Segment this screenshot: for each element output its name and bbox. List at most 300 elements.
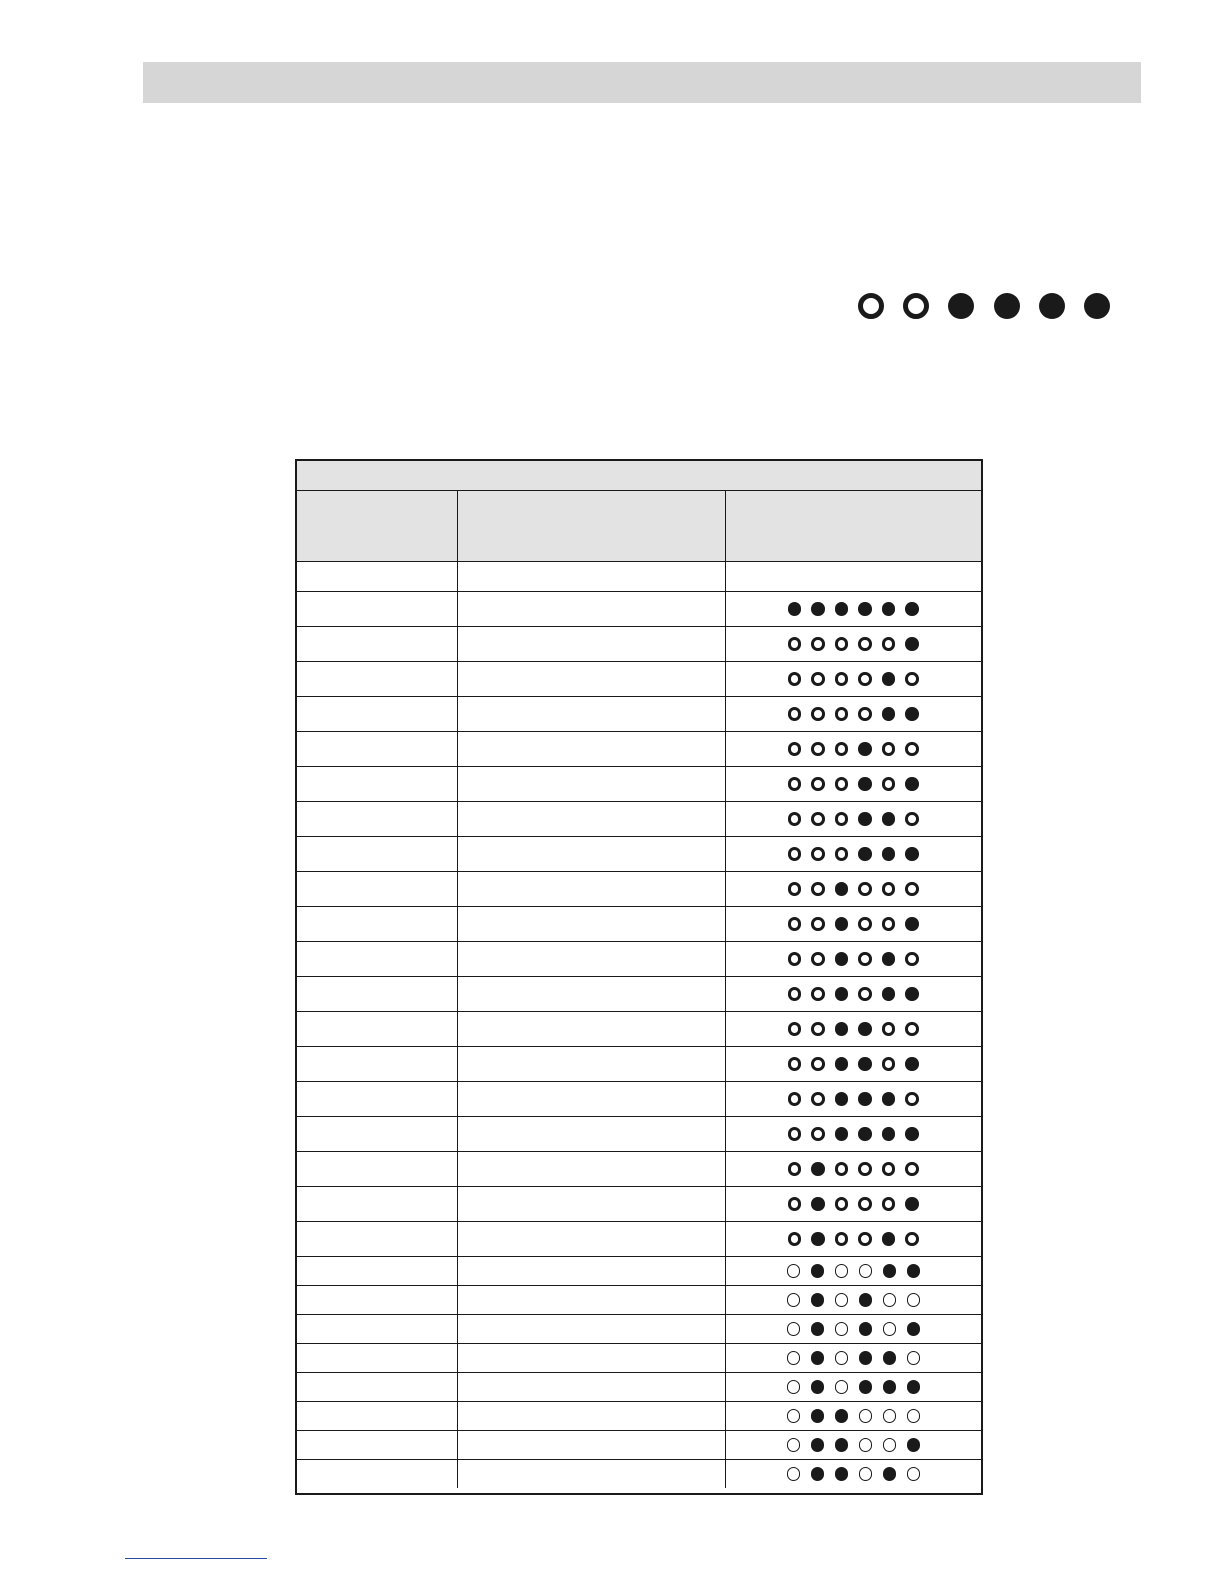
table-row (297, 1431, 981, 1460)
footer-link-underline[interactable] (125, 1558, 267, 1559)
open-dot-icon (811, 917, 825, 931)
open-dot-icon (811, 1092, 825, 1106)
switch-pattern-cell (725, 767, 981, 802)
table-cell (457, 1012, 725, 1047)
table-cell (457, 977, 725, 1012)
filled-dot-icon (811, 1293, 825, 1307)
filled-dot-icon (882, 812, 896, 826)
filled-dot-icon (883, 1380, 897, 1394)
open-dot-icon (811, 952, 825, 966)
table-cell (457, 1460, 725, 1489)
switch-pattern-cell (725, 942, 981, 977)
open-dot-icon (787, 1438, 801, 1452)
table-cell (297, 802, 457, 837)
filled-dot-icon (811, 1232, 825, 1246)
table-title-cell (297, 461, 981, 491)
filled-dot-icon (835, 882, 849, 896)
open-dot-icon (787, 1351, 801, 1365)
open-dot-icon (905, 1022, 919, 1036)
table-row (297, 1222, 981, 1257)
table-row (297, 592, 981, 627)
table-cell (457, 662, 725, 697)
open-dot-icon (835, 1351, 849, 1365)
dot-legend (858, 292, 1110, 320)
dip-switch-table (295, 459, 983, 1495)
filled-dot-icon (883, 1467, 897, 1481)
table-row (297, 697, 981, 732)
filled-dot-icon (835, 1127, 849, 1141)
switch-pattern (726, 1380, 982, 1394)
table-row (297, 1373, 981, 1402)
switch-pattern-cell (725, 1012, 981, 1047)
switch-pattern (726, 777, 982, 791)
filled-dot-icon (858, 602, 872, 616)
open-dot-icon (905, 742, 919, 756)
open-dot-icon (811, 742, 825, 756)
open-dot-icon (905, 672, 919, 686)
table-cell (725, 562, 981, 592)
table-cell (297, 1460, 457, 1489)
filled-dot-icon (905, 707, 919, 721)
open-dot-icon (883, 1322, 897, 1336)
filled-dot-icon (882, 1232, 896, 1246)
table-cell (297, 1373, 457, 1402)
switch-pattern (726, 1351, 982, 1365)
open-dot-icon (811, 847, 825, 861)
open-dot-icon (788, 637, 802, 651)
switch-pattern (726, 602, 982, 616)
open-dot-icon (905, 812, 919, 826)
table-row (297, 627, 981, 662)
switch-pattern (726, 1438, 982, 1452)
table-cell (297, 1286, 457, 1315)
table-cell (457, 1082, 725, 1117)
filled-dot-icon (858, 1057, 872, 1071)
table-row (297, 907, 981, 942)
filled-dot-icon (835, 952, 849, 966)
open-dot-icon (905, 1162, 919, 1176)
table-cell (297, 1431, 457, 1460)
open-dot-icon (788, 1022, 802, 1036)
open-dot-icon (858, 707, 872, 721)
switch-pattern-cell (725, 1187, 981, 1222)
filled-dot-icon (835, 1409, 849, 1423)
switch-pattern-cell (725, 1344, 981, 1373)
table-row (297, 1344, 981, 1373)
table-row (297, 837, 981, 872)
table-row (297, 1315, 981, 1344)
filled-dot-icon (858, 812, 872, 826)
table-cell (297, 1315, 457, 1344)
table-cell (297, 1187, 457, 1222)
switch-pattern-cell (725, 732, 981, 767)
table-row (297, 1082, 981, 1117)
filled-dot-icon (788, 602, 802, 616)
switch-pattern-cell (725, 837, 981, 872)
switch-pattern (726, 1092, 982, 1106)
open-dot-icon (811, 672, 825, 686)
filled-dot-icon (882, 1092, 896, 1106)
switch-pattern (726, 1409, 982, 1423)
table-cell (457, 562, 725, 592)
table-row (297, 872, 981, 907)
filled-dot-icon (858, 1127, 872, 1141)
filled-dot-icon (905, 777, 919, 791)
table-cell (457, 907, 725, 942)
filled-dot-icon (883, 1264, 897, 1278)
open-dot-icon (835, 637, 849, 651)
switch-pattern-cell (725, 872, 981, 907)
open-dot-icon (835, 1322, 849, 1336)
filled-dot-icon (858, 777, 872, 791)
open-dot-icon (882, 1197, 896, 1211)
table-row (297, 1152, 981, 1187)
table-row (297, 662, 981, 697)
switch-pattern (726, 847, 982, 861)
open-dot-icon (787, 1467, 801, 1481)
table-cell (297, 697, 457, 732)
open-dot-icon (858, 1197, 872, 1211)
filled-dot-icon (883, 1351, 897, 1365)
table-cell (297, 907, 457, 942)
switch-pattern-cell (725, 1286, 981, 1315)
table-cell (457, 1152, 725, 1187)
filled-dot-icon (811, 1197, 825, 1211)
filled-dot-icon (811, 1264, 825, 1278)
open-dot-icon (882, 1022, 896, 1036)
open-dot-icon (905, 1232, 919, 1246)
open-dot-icon (858, 987, 872, 1001)
open-dot-icon (903, 293, 929, 319)
switch-pattern (726, 1232, 982, 1246)
open-dot-icon (835, 847, 849, 861)
filled-dot-icon (948, 293, 974, 319)
open-dot-icon (882, 1057, 896, 1071)
table-row (297, 767, 981, 802)
table-cell (297, 1344, 457, 1373)
filled-dot-icon (859, 1293, 873, 1307)
filled-dot-icon (858, 742, 872, 756)
table-cell (297, 872, 457, 907)
switch-pattern (726, 707, 982, 721)
filled-dot-icon (811, 1162, 825, 1176)
filled-dot-icon (811, 1380, 825, 1394)
open-dot-icon (858, 1232, 872, 1246)
open-dot-icon (788, 952, 802, 966)
switch-pattern (726, 812, 982, 826)
open-dot-icon (788, 1057, 802, 1071)
table-cell (457, 872, 725, 907)
table-row (297, 732, 981, 767)
filled-dot-icon (858, 847, 872, 861)
switch-pattern (726, 1293, 982, 1307)
table-cell (297, 592, 457, 627)
open-dot-icon (811, 637, 825, 651)
switch-pattern-cell (725, 1152, 981, 1187)
open-dot-icon (788, 847, 802, 861)
table-cell (457, 592, 725, 627)
switch-pattern-cell (725, 1047, 981, 1082)
filled-dot-icon (882, 952, 896, 966)
open-dot-icon (835, 1232, 849, 1246)
switch-pattern (726, 672, 982, 686)
filled-dot-icon (882, 1127, 896, 1141)
table-cell (297, 977, 457, 1012)
open-dot-icon (905, 1092, 919, 1106)
open-dot-icon (883, 1409, 897, 1423)
open-dot-icon (859, 1438, 873, 1452)
switch-pattern (726, 952, 982, 966)
table-cell (457, 767, 725, 802)
open-dot-icon (787, 1264, 801, 1278)
open-dot-icon (907, 1293, 921, 1307)
section-header-bar (143, 62, 1141, 103)
open-dot-icon (811, 812, 825, 826)
open-dot-icon (835, 1380, 849, 1394)
open-dot-icon (788, 777, 802, 791)
filled-dot-icon (905, 637, 919, 651)
open-dot-icon (905, 882, 919, 896)
open-dot-icon (788, 1162, 802, 1176)
open-dot-icon (835, 707, 849, 721)
filled-dot-icon (858, 1022, 872, 1036)
switch-pattern (726, 1264, 982, 1278)
table-header-row (297, 491, 981, 562)
open-dot-icon (882, 742, 896, 756)
table-cell (457, 802, 725, 837)
open-dot-icon (858, 637, 872, 651)
open-dot-icon (858, 672, 872, 686)
filled-dot-icon (905, 1197, 919, 1211)
open-dot-icon (835, 1162, 849, 1176)
open-dot-icon (835, 1293, 849, 1307)
open-dot-icon (858, 293, 884, 319)
table-title-row (297, 461, 981, 491)
open-dot-icon (905, 952, 919, 966)
table-row (297, 1012, 981, 1047)
filled-dot-icon (859, 1322, 873, 1336)
switch-pattern-cell (725, 1402, 981, 1431)
filled-dot-icon (835, 1022, 849, 1036)
filled-dot-icon (835, 1438, 849, 1452)
filled-dot-icon (1039, 293, 1065, 319)
table-cell (457, 1431, 725, 1460)
open-dot-icon (858, 882, 872, 896)
open-dot-icon (907, 1467, 921, 1481)
open-dot-icon (811, 987, 825, 1001)
filled-dot-icon (905, 987, 919, 1001)
open-dot-icon (787, 1322, 801, 1336)
filled-dot-icon (905, 847, 919, 861)
table-cell (297, 662, 457, 697)
open-dot-icon (858, 1162, 872, 1176)
open-dot-icon (907, 1351, 921, 1365)
open-dot-icon (787, 1409, 801, 1423)
open-dot-icon (788, 672, 802, 686)
open-dot-icon (788, 742, 802, 756)
header-cell-1 (297, 491, 457, 562)
open-dot-icon (788, 987, 802, 1001)
table-row (297, 1286, 981, 1315)
table-cell (297, 942, 457, 977)
table-row (297, 802, 981, 837)
switch-pattern (726, 1197, 982, 1211)
filled-dot-icon (882, 602, 896, 616)
switch-pattern-cell (725, 977, 981, 1012)
table-cell (297, 837, 457, 872)
switch-pattern-cell (725, 1082, 981, 1117)
open-dot-icon (907, 1409, 921, 1423)
filled-dot-icon (811, 1351, 825, 1365)
switch-pattern-cell (725, 1431, 981, 1460)
header-cell-3 (725, 491, 981, 562)
filled-dot-icon (1084, 293, 1110, 319)
table-cell (457, 1222, 725, 1257)
open-dot-icon (811, 1127, 825, 1141)
filled-dot-icon (905, 1127, 919, 1141)
open-dot-icon (835, 812, 849, 826)
switch-pattern (726, 1057, 982, 1071)
table-cell (297, 1257, 457, 1286)
filled-dot-icon (994, 293, 1020, 319)
open-dot-icon (788, 882, 802, 896)
open-dot-icon (835, 742, 849, 756)
open-dot-icon (788, 917, 802, 931)
open-dot-icon (882, 1162, 896, 1176)
switch-pattern (726, 1127, 982, 1141)
table-row (297, 942, 981, 977)
filled-dot-icon (811, 602, 825, 616)
switch-pattern-cell (725, 1117, 981, 1152)
table-cell (297, 1117, 457, 1152)
filled-dot-icon (811, 1409, 825, 1423)
open-dot-icon (883, 1438, 897, 1452)
switch-pattern-cell (725, 627, 981, 662)
open-dot-icon (787, 1380, 801, 1394)
table-cell (457, 1344, 725, 1373)
open-dot-icon (787, 1293, 801, 1307)
table-cell (457, 627, 725, 662)
filled-dot-icon (835, 1092, 849, 1106)
open-dot-icon (811, 1057, 825, 1071)
switch-pattern-cell (725, 802, 981, 837)
filled-dot-icon (835, 1467, 849, 1481)
open-dot-icon (788, 1197, 802, 1211)
table-cell (457, 1402, 725, 1431)
table-cell (457, 1373, 725, 1402)
switch-pattern-cell (725, 1257, 981, 1286)
switch-pattern (726, 917, 982, 931)
filled-dot-icon (811, 1438, 825, 1452)
open-dot-icon (788, 1127, 802, 1141)
switch-pattern (726, 1467, 982, 1481)
switch-pattern (726, 882, 982, 896)
switch-pattern (726, 987, 982, 1001)
table-cell (297, 1082, 457, 1117)
filled-dot-icon (882, 707, 896, 721)
filled-dot-icon (835, 1057, 849, 1071)
switch-pattern-cell (725, 662, 981, 697)
table-cell (457, 1047, 725, 1082)
table-cell (297, 1402, 457, 1431)
table-cell (457, 1315, 725, 1344)
filled-dot-icon (907, 1322, 921, 1336)
table-cell (457, 1257, 725, 1286)
switch-pattern-cell (725, 1222, 981, 1257)
table-cell (457, 942, 725, 977)
table-cell (297, 732, 457, 767)
filled-dot-icon (882, 672, 896, 686)
open-dot-icon (835, 1197, 849, 1211)
filled-dot-icon (835, 917, 849, 931)
table-row (297, 1047, 981, 1082)
switch-pattern-cell (725, 697, 981, 732)
switch-pattern (726, 1322, 982, 1336)
open-dot-icon (882, 777, 896, 791)
open-dot-icon (811, 707, 825, 721)
open-dot-icon (811, 882, 825, 896)
filled-dot-icon (835, 987, 849, 1001)
open-dot-icon (882, 637, 896, 651)
open-dot-icon (882, 917, 896, 931)
table-cell (457, 1117, 725, 1152)
open-dot-icon (858, 917, 872, 931)
switch-pattern-cell (725, 1460, 981, 1489)
open-dot-icon (788, 707, 802, 721)
switch-pattern-cell (725, 1373, 981, 1402)
open-dot-icon (882, 882, 896, 896)
open-dot-icon (835, 1264, 849, 1278)
filled-dot-icon (907, 1264, 921, 1278)
open-dot-icon (835, 777, 849, 791)
switch-pattern-cell (725, 1315, 981, 1344)
open-dot-icon (811, 777, 825, 791)
filled-dot-icon (905, 602, 919, 616)
filled-dot-icon (907, 1380, 921, 1394)
filled-dot-icon (907, 1438, 921, 1452)
open-dot-icon (883, 1293, 897, 1307)
switch-pattern (726, 637, 982, 651)
filled-dot-icon (859, 1351, 873, 1365)
table-cell (297, 627, 457, 662)
filled-dot-icon (905, 1057, 919, 1071)
open-dot-icon (788, 1232, 802, 1246)
header-cell-2 (457, 491, 725, 562)
open-dot-icon (788, 1092, 802, 1106)
table-blank-row (297, 562, 981, 592)
filled-dot-icon (859, 1380, 873, 1394)
table-row (297, 1117, 981, 1152)
table-row (297, 1402, 981, 1431)
table-cell (297, 1012, 457, 1047)
switch-pattern (726, 1022, 982, 1036)
open-dot-icon (811, 1022, 825, 1036)
table-cell (457, 697, 725, 732)
filled-dot-icon (811, 1467, 825, 1481)
switch-pattern (726, 1162, 982, 1176)
table-row (297, 977, 981, 1012)
table-cell (457, 732, 725, 767)
table-cell (457, 837, 725, 872)
table-row (297, 1257, 981, 1286)
filled-dot-icon (835, 602, 849, 616)
table-cell (457, 1286, 725, 1315)
filled-dot-icon (905, 917, 919, 931)
table-cell (297, 1222, 457, 1257)
filled-dot-icon (811, 1322, 825, 1336)
table-cell (297, 1047, 457, 1082)
switch-pattern (726, 742, 982, 756)
